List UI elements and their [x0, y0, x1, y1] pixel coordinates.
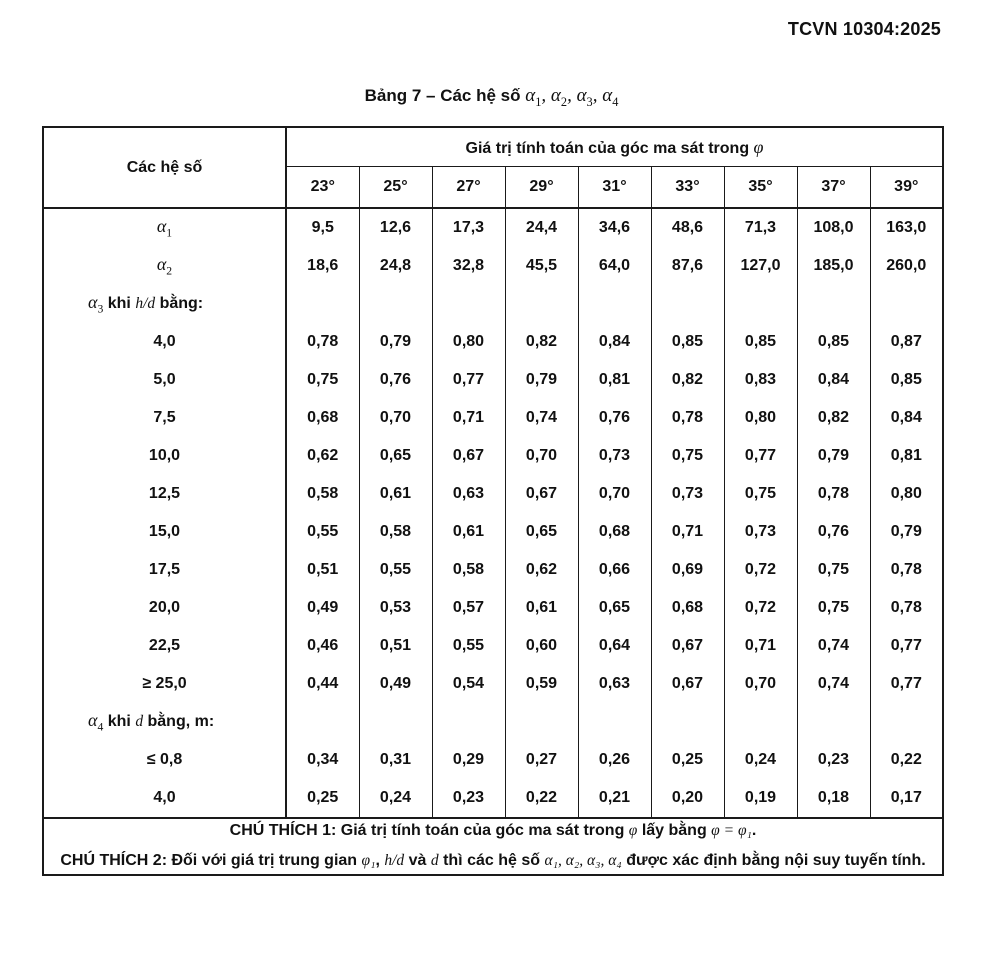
table-cell: 0,78 — [870, 551, 943, 589]
table-cell: 0,20 — [651, 779, 724, 818]
table-row — [43, 589, 943, 627]
empty-cell — [432, 703, 505, 741]
table-row — [43, 399, 943, 437]
table-cell: 0,67 — [505, 475, 578, 513]
table-cell: 0,54 — [432, 665, 505, 703]
table-title-symbols: $\alpha_1$, $\alpha_2$, $\alpha_3$, $\alpha_4$ — [525, 85, 619, 109]
table-cell: 0,44 — [286, 665, 359, 703]
table-cell: 0,79 — [797, 437, 870, 475]
table-cell: 0,80 — [870, 475, 943, 513]
table-cell: 0,73 — [651, 475, 724, 513]
table-cell: 0,58 — [359, 513, 432, 551]
section-label-text: $\alpha_3$ khi h/d bằng: — [88, 292, 204, 316]
table-cell: 0,26 — [578, 741, 651, 779]
table-cell: 0,85 — [870, 361, 943, 399]
table-cell: 0,81 — [578, 361, 651, 399]
table-cell: 9,5 — [286, 208, 359, 247]
table-cell: 0,74 — [797, 665, 870, 703]
table-cell: 0,75 — [797, 551, 870, 589]
header-angle-27deg: 27° — [432, 167, 505, 209]
table-cell: 0,84 — [870, 399, 943, 437]
table-row — [43, 779, 943, 818]
table-cell: 0,51 — [359, 627, 432, 665]
note-text: . — [751, 822, 757, 839]
empty-cell — [286, 703, 359, 741]
note-symbol: d — [430, 851, 439, 869]
header-angle-35deg: 35° — [724, 167, 797, 209]
table-cell: 0,75 — [724, 475, 797, 513]
table-cell: 260,0 — [870, 247, 943, 285]
table-row — [43, 361, 943, 399]
table-row — [43, 323, 943, 361]
table-cell: 0,19 — [724, 779, 797, 818]
table-row — [43, 513, 943, 551]
table-cell: 0,78 — [286, 323, 359, 361]
table-cell: 0,57 — [432, 589, 505, 627]
note-symbol: φ₁ — [361, 851, 376, 869]
table-cell: 0,55 — [432, 627, 505, 665]
table-cell: 0,62 — [505, 551, 578, 589]
table-cell: 87,6 — [651, 247, 724, 285]
table-cell: 34,6 — [578, 208, 651, 247]
row-label: 10,0 — [43, 437, 286, 475]
table-cell: 0,70 — [724, 665, 797, 703]
table-cell: 0,84 — [797, 361, 870, 399]
table-cell: 0,81 — [870, 437, 943, 475]
table-row — [43, 475, 943, 513]
table-cell: 0,79 — [505, 361, 578, 399]
table-cell: 0,82 — [651, 361, 724, 399]
table-cell: 0,76 — [359, 361, 432, 399]
table-row — [43, 208, 943, 247]
table-cell: 48,6 — [651, 208, 724, 247]
table-cell: 0,77 — [870, 627, 943, 665]
table-cell: 163,0 — [870, 208, 943, 247]
table-cell: 0,72 — [724, 551, 797, 589]
table-cell: 0,76 — [578, 399, 651, 437]
row-label: ≥ 25,0 — [43, 665, 286, 703]
empty-cell — [286, 285, 359, 323]
header-angle-31deg: 31° — [578, 167, 651, 209]
table-cell: 0,71 — [724, 627, 797, 665]
table-cell: 0,60 — [505, 627, 578, 665]
note-symbol: α₁, α₂, α₃, α₄ — [544, 851, 622, 869]
table-cell: 71,3 — [724, 208, 797, 247]
table-cell: 0,70 — [578, 475, 651, 513]
table-cell: 0,77 — [870, 665, 943, 703]
table-title-text: Bảng 7 – Các hệ số — [364, 86, 521, 105]
table-cell: 0,80 — [432, 323, 505, 361]
table-cell: 0,29 — [432, 741, 505, 779]
header-row-group — [43, 127, 943, 167]
table-cell: 0,31 — [359, 741, 432, 779]
table-cell: 45,5 — [505, 247, 578, 285]
table-cell: 0,68 — [286, 399, 359, 437]
empty-cell — [359, 285, 432, 323]
table-cell: 0,22 — [870, 741, 943, 779]
row-label: 12,5 — [43, 475, 286, 513]
table-header — [43, 127, 943, 208]
empty-cell — [797, 703, 870, 741]
header-angle-37deg: 37° — [797, 167, 870, 209]
header-angle-29deg: 29° — [505, 167, 578, 209]
table-cell: 0,24 — [359, 779, 432, 818]
table-cell: 0,77 — [724, 437, 797, 475]
header-coefficients: Các hệ số — [43, 127, 286, 208]
empty-cell — [870, 703, 943, 741]
section-label — [43, 285, 286, 323]
table-cell: 0,61 — [505, 589, 578, 627]
empty-cell — [651, 285, 724, 323]
empty-cell — [578, 285, 651, 323]
table-cell: 0,71 — [651, 513, 724, 551]
table-cell: 0,72 — [724, 589, 797, 627]
note-text: và — [404, 851, 431, 869]
row-label: 5,0 — [43, 361, 286, 399]
table-cell: 0,79 — [359, 323, 432, 361]
table-cell: 0,61 — [432, 513, 505, 551]
table-cell: 0,85 — [724, 323, 797, 361]
table-cell: 0,75 — [286, 361, 359, 399]
empty-cell — [724, 703, 797, 741]
row-label: 15,0 — [43, 513, 286, 551]
table-cell: 0,21 — [578, 779, 651, 818]
table-cell: 0,18 — [797, 779, 870, 818]
table-cell: 0,65 — [578, 589, 651, 627]
notes-row — [43, 818, 943, 875]
table-cell: 0,84 — [578, 323, 651, 361]
row-label: 20,0 — [43, 589, 286, 627]
table-footer — [43, 818, 943, 875]
note-symbol: φ — [628, 822, 638, 839]
header-angle-23deg: 23° — [286, 167, 359, 209]
table-body — [43, 208, 943, 818]
note-symbol: φ = φ₁ — [711, 822, 752, 839]
standard-code-header: TCVN 10304:2025 — [787, 19, 941, 39]
table-cell: 0,65 — [505, 513, 578, 551]
header-friction-angle-text: Giá trị tính toán của góc ma sát trong φ — [465, 136, 764, 157]
table-cell: 0,63 — [578, 665, 651, 703]
table-cell: 0,78 — [797, 475, 870, 513]
empty-cell — [432, 285, 505, 323]
row-label: $\alpha_2$ — [43, 247, 286, 285]
note-text: được xác định bằng nội suy tuyến tính. — [621, 851, 926, 869]
table-cell: 127,0 — [724, 247, 797, 285]
empty-cell — [651, 703, 724, 741]
table-cell: 0,25 — [286, 779, 359, 818]
table-cell: 0,70 — [359, 399, 432, 437]
row-label: 4,0 — [43, 779, 286, 818]
note-text: CHÚ THÍCH 1: Giá trị tính toán của góc ma sát trong — [229, 822, 629, 839]
empty-cell — [505, 285, 578, 323]
row-label: 4,0 — [43, 323, 286, 361]
table-cell: 17,3 — [432, 208, 505, 247]
row-label: 17,5 — [43, 551, 286, 589]
table-cell: 0,68 — [651, 589, 724, 627]
table-cell: 24,8 — [359, 247, 432, 285]
table-cell: 108,0 — [797, 208, 870, 247]
table-cell: 0,69 — [651, 551, 724, 589]
table-cell: 18,6 — [286, 247, 359, 285]
table-cell: 12,6 — [359, 208, 432, 247]
table-row — [43, 551, 943, 589]
table-cell: 0,55 — [286, 513, 359, 551]
empty-cell — [359, 703, 432, 741]
table-row — [43, 247, 943, 285]
table-cell: 185,0 — [797, 247, 870, 285]
table-cell: 0,27 — [505, 741, 578, 779]
table-notes — [43, 818, 943, 875]
table-cell: 0,76 — [797, 513, 870, 551]
table-cell: 0,85 — [651, 323, 724, 361]
table-cell: 0,59 — [505, 665, 578, 703]
section-label-text: $\alpha_4$ khi d bằng, m: — [88, 710, 215, 734]
table-cell: 0,17 — [870, 779, 943, 818]
table-cell: 0,63 — [432, 475, 505, 513]
table-cell: 0,70 — [505, 437, 578, 475]
header-angle-33deg: 33° — [651, 167, 724, 209]
note-2 — [44, 849, 942, 874]
note-text: , — [375, 851, 385, 869]
table-cell: 0,78 — [651, 399, 724, 437]
table-cell: 0,78 — [870, 589, 943, 627]
table-cell: 0,23 — [797, 741, 870, 779]
coefficients-table — [42, 126, 944, 876]
row-label: ≤ 0,8 — [43, 741, 286, 779]
table-cell: 0,49 — [359, 665, 432, 703]
table-cell: 0,23 — [432, 779, 505, 818]
header-friction-angle-group — [286, 127, 943, 167]
empty-cell — [797, 285, 870, 323]
table-cell: 64,0 — [578, 247, 651, 285]
table-cell: 0,68 — [578, 513, 651, 551]
table-cell: 0,82 — [505, 323, 578, 361]
table-cell: 0,80 — [724, 399, 797, 437]
table-cell: 0,58 — [286, 475, 359, 513]
note-1 — [44, 819, 942, 844]
section-label — [43, 703, 286, 741]
table-cell: 0,24 — [724, 741, 797, 779]
table-cell: 0,73 — [578, 437, 651, 475]
empty-cell — [578, 703, 651, 741]
header-angle-39deg: 39° — [870, 167, 943, 209]
table-cell: 0,34 — [286, 741, 359, 779]
table-section-row — [43, 285, 943, 323]
table-cell: 0,74 — [505, 399, 578, 437]
table-cell: 0,85 — [797, 323, 870, 361]
table-cell: 0,51 — [286, 551, 359, 589]
header-angle-25deg: 25° — [359, 167, 432, 209]
table-row — [43, 665, 943, 703]
table-cell: 0,77 — [432, 361, 505, 399]
table-cell: 0,75 — [651, 437, 724, 475]
note-text: thì các hệ số — [438, 851, 545, 869]
note-text: lấy bằng — [637, 822, 712, 839]
table-cell: 0,62 — [286, 437, 359, 475]
table-cell: 0,73 — [724, 513, 797, 551]
table-cell: 0,49 — [286, 589, 359, 627]
table-cell: 0,82 — [797, 399, 870, 437]
table-cell: 0,55 — [359, 551, 432, 589]
table-row — [43, 627, 943, 665]
table-cell: 0,58 — [432, 551, 505, 589]
table-cell: 32,8 — [432, 247, 505, 285]
table-cell: 0,22 — [505, 779, 578, 818]
table-cell: 0,46 — [286, 627, 359, 665]
table-title — [0, 85, 983, 110]
table-cell: 0,61 — [359, 475, 432, 513]
table-cell: 0,25 — [651, 741, 724, 779]
empty-cell — [870, 285, 943, 323]
table-row — [43, 437, 943, 475]
note-symbol: h/d — [384, 851, 405, 869]
table-cell: 0,74 — [797, 627, 870, 665]
table-cell: 0,71 — [432, 399, 505, 437]
table-cell: 0,67 — [651, 627, 724, 665]
table-cell: 0,83 — [724, 361, 797, 399]
table-cell: 0,64 — [578, 627, 651, 665]
empty-cell — [724, 285, 797, 323]
empty-cell — [505, 703, 578, 741]
row-label: 7,5 — [43, 399, 286, 437]
table-cell: 0,75 — [797, 589, 870, 627]
table-cell: 0,65 — [359, 437, 432, 475]
table-cell: 0,66 — [578, 551, 651, 589]
table-cell: 0,67 — [651, 665, 724, 703]
table-cell: 0,87 — [870, 323, 943, 361]
row-label: 22,5 — [43, 627, 286, 665]
row-label: $\alpha_1$ — [43, 208, 286, 247]
table-cell: 0,79 — [870, 513, 943, 551]
table-row — [43, 741, 943, 779]
table-cell: 0,67 — [432, 437, 505, 475]
table-cell: 0,53 — [359, 589, 432, 627]
table-cell: 24,4 — [505, 208, 578, 247]
note-text: CHÚ THÍCH 2: Đối với giá trị trung gian — [60, 851, 362, 869]
table-section-row — [43, 703, 943, 741]
